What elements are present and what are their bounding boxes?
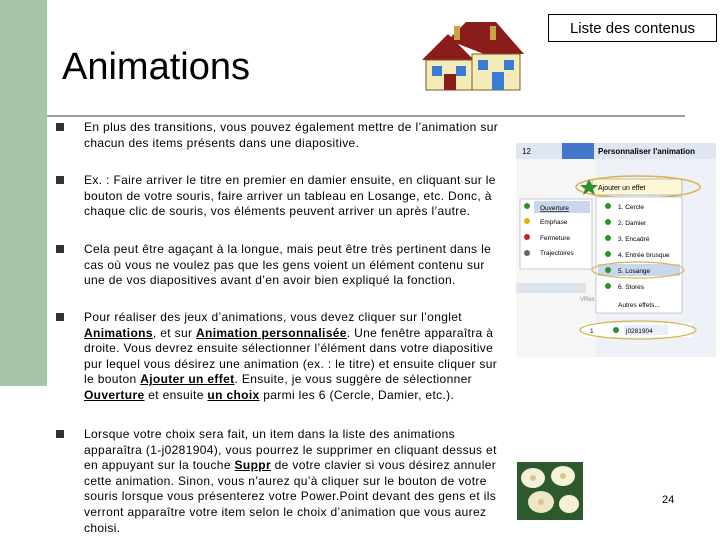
- submenu-item[interactable]: 3. Encadré: [618, 236, 650, 243]
- side-label: VRes: [580, 297, 595, 303]
- bullet-marker: [56, 245, 64, 253]
- ui-term: Suppr: [234, 458, 271, 473]
- menu-item[interactable]: Ouverture: [540, 205, 569, 212]
- bullet-text-segment: et ensuite: [144, 387, 208, 402]
- page-number: 24: [662, 494, 675, 506]
- bullet-marker: [56, 123, 64, 131]
- menu-item[interactable]: Trajectoires: [540, 250, 574, 257]
- animation-list-item[interactable]: j0281904: [626, 328, 653, 335]
- bullet-text-segment: Cela peut être agaçant à la longue, mais peut être très pertinent dans le cas où vous ne voulez pas que les gens voient un élément contenu sur une de vos diapositives avant d’en avoir bien expliqué la fonction.: [84, 242, 492, 288]
- bullet-text: [84, 310, 506, 404]
- bullet-marker: [56, 313, 64, 321]
- bullet-item: [56, 120, 506, 151]
- bullet-text-segment: de votre clavier si vous désirez annuler cette animation. Sinon, vous n’aurez qu’à cliquer sur le bouton de votre souris lorsque vous présenterez votre Power.Point devant des gens et ils verront apparaître votre item selon le choix d’animation que vous aurez choisi.: [84, 458, 497, 535]
- bullet-text-segment: . Une fenêtre apparaîtra à droite. Vous devrez ensuite sélectionner l’élément dans votre diapositive pur lequel vous désirez une animation (ex. : le titre) et ensuite cliquer sur le bouton: [84, 325, 498, 387]
- submenu-item[interactable]: 2. Damier: [618, 220, 647, 227]
- menu-item[interactable]: Fermeture: [540, 235, 570, 242]
- bullet-text-segment: En plus des transitions, vous pouvez également mettre de l’animation sur chacun des items présents dans une diapositive.: [84, 120, 499, 150]
- bullet-marker: [56, 430, 64, 438]
- bullet-text: [84, 427, 506, 536]
- ui-term: Ouverture: [84, 387, 145, 402]
- bullet-item: [56, 427, 506, 536]
- bullet-text: [84, 242, 506, 289]
- animation-list-number: 1: [590, 328, 594, 335]
- bullet-marker: [56, 176, 64, 184]
- bullet-text: [84, 173, 506, 220]
- bullet-text-segment: Ex. : Faire arriver le titre en premier en damier ensuite, en cliquant sur le bouton de votre souris, faire arriver un tableau en Losange, etc. Donc, à chaque clic de souris, vos éléments peuvent arriver un après l’autre.: [84, 173, 496, 219]
- ui-term: Animation personnalisée: [196, 325, 347, 340]
- submenu-item[interactable]: 4. Entrée brusque: [618, 252, 670, 259]
- panel-title: Personnaliser l'animation: [598, 147, 696, 156]
- menu-item[interactable]: Emphase: [540, 219, 568, 226]
- bullet-text-segment: , et sur: [152, 325, 197, 340]
- bullet-text-segment: Lorsque votre choix sera fait, un item dans la liste des animations apparaîtra (1-j0281904), vous pourrez le supprimer en cliquant dessus et en appuyant sur la touche: [84, 427, 497, 473]
- submenu-item[interactable]: 5. Losange: [618, 268, 651, 275]
- house-icon[interactable]: [418, 20, 530, 101]
- roses-image: [517, 462, 583, 520]
- bullet-item: [56, 173, 506, 220]
- title-divider: [47, 115, 685, 117]
- contents-list-button[interactable]: Liste des contenus: [548, 14, 717, 42]
- bullet-item: [56, 242, 506, 289]
- sidebar-accent-bar: [0, 0, 47, 386]
- ui-term: Ajouter un effet: [140, 372, 235, 387]
- bullet-text-segment: Pour réaliser des jeux d’animations, vous devez cliquer sur l’onglet: [84, 310, 462, 324]
- bullet-item: [56, 310, 506, 404]
- submenu-item[interactable]: 1. Cercle: [618, 204, 645, 211]
- bullet-text-segment: parmi les 6 (Cercle, Damier, etc.).: [259, 387, 455, 402]
- bullet-text: [84, 120, 506, 151]
- page-title: Animations: [62, 46, 250, 88]
- bullet-text-segment: . Ensuite, je vous suggère de sélectionner: [234, 372, 472, 387]
- submenu-item[interactable]: Autres effets...: [618, 302, 660, 309]
- add-effect-button[interactable]: Ajouter un effet: [598, 185, 646, 192]
- font-size-box: 12: [522, 147, 531, 156]
- custom-animation-screenshot: [516, 143, 716, 357]
- submenu-item[interactable]: 6. Stores: [618, 284, 645, 291]
- ui-term: un choix: [207, 387, 260, 402]
- ui-term: Animations: [84, 325, 153, 340]
